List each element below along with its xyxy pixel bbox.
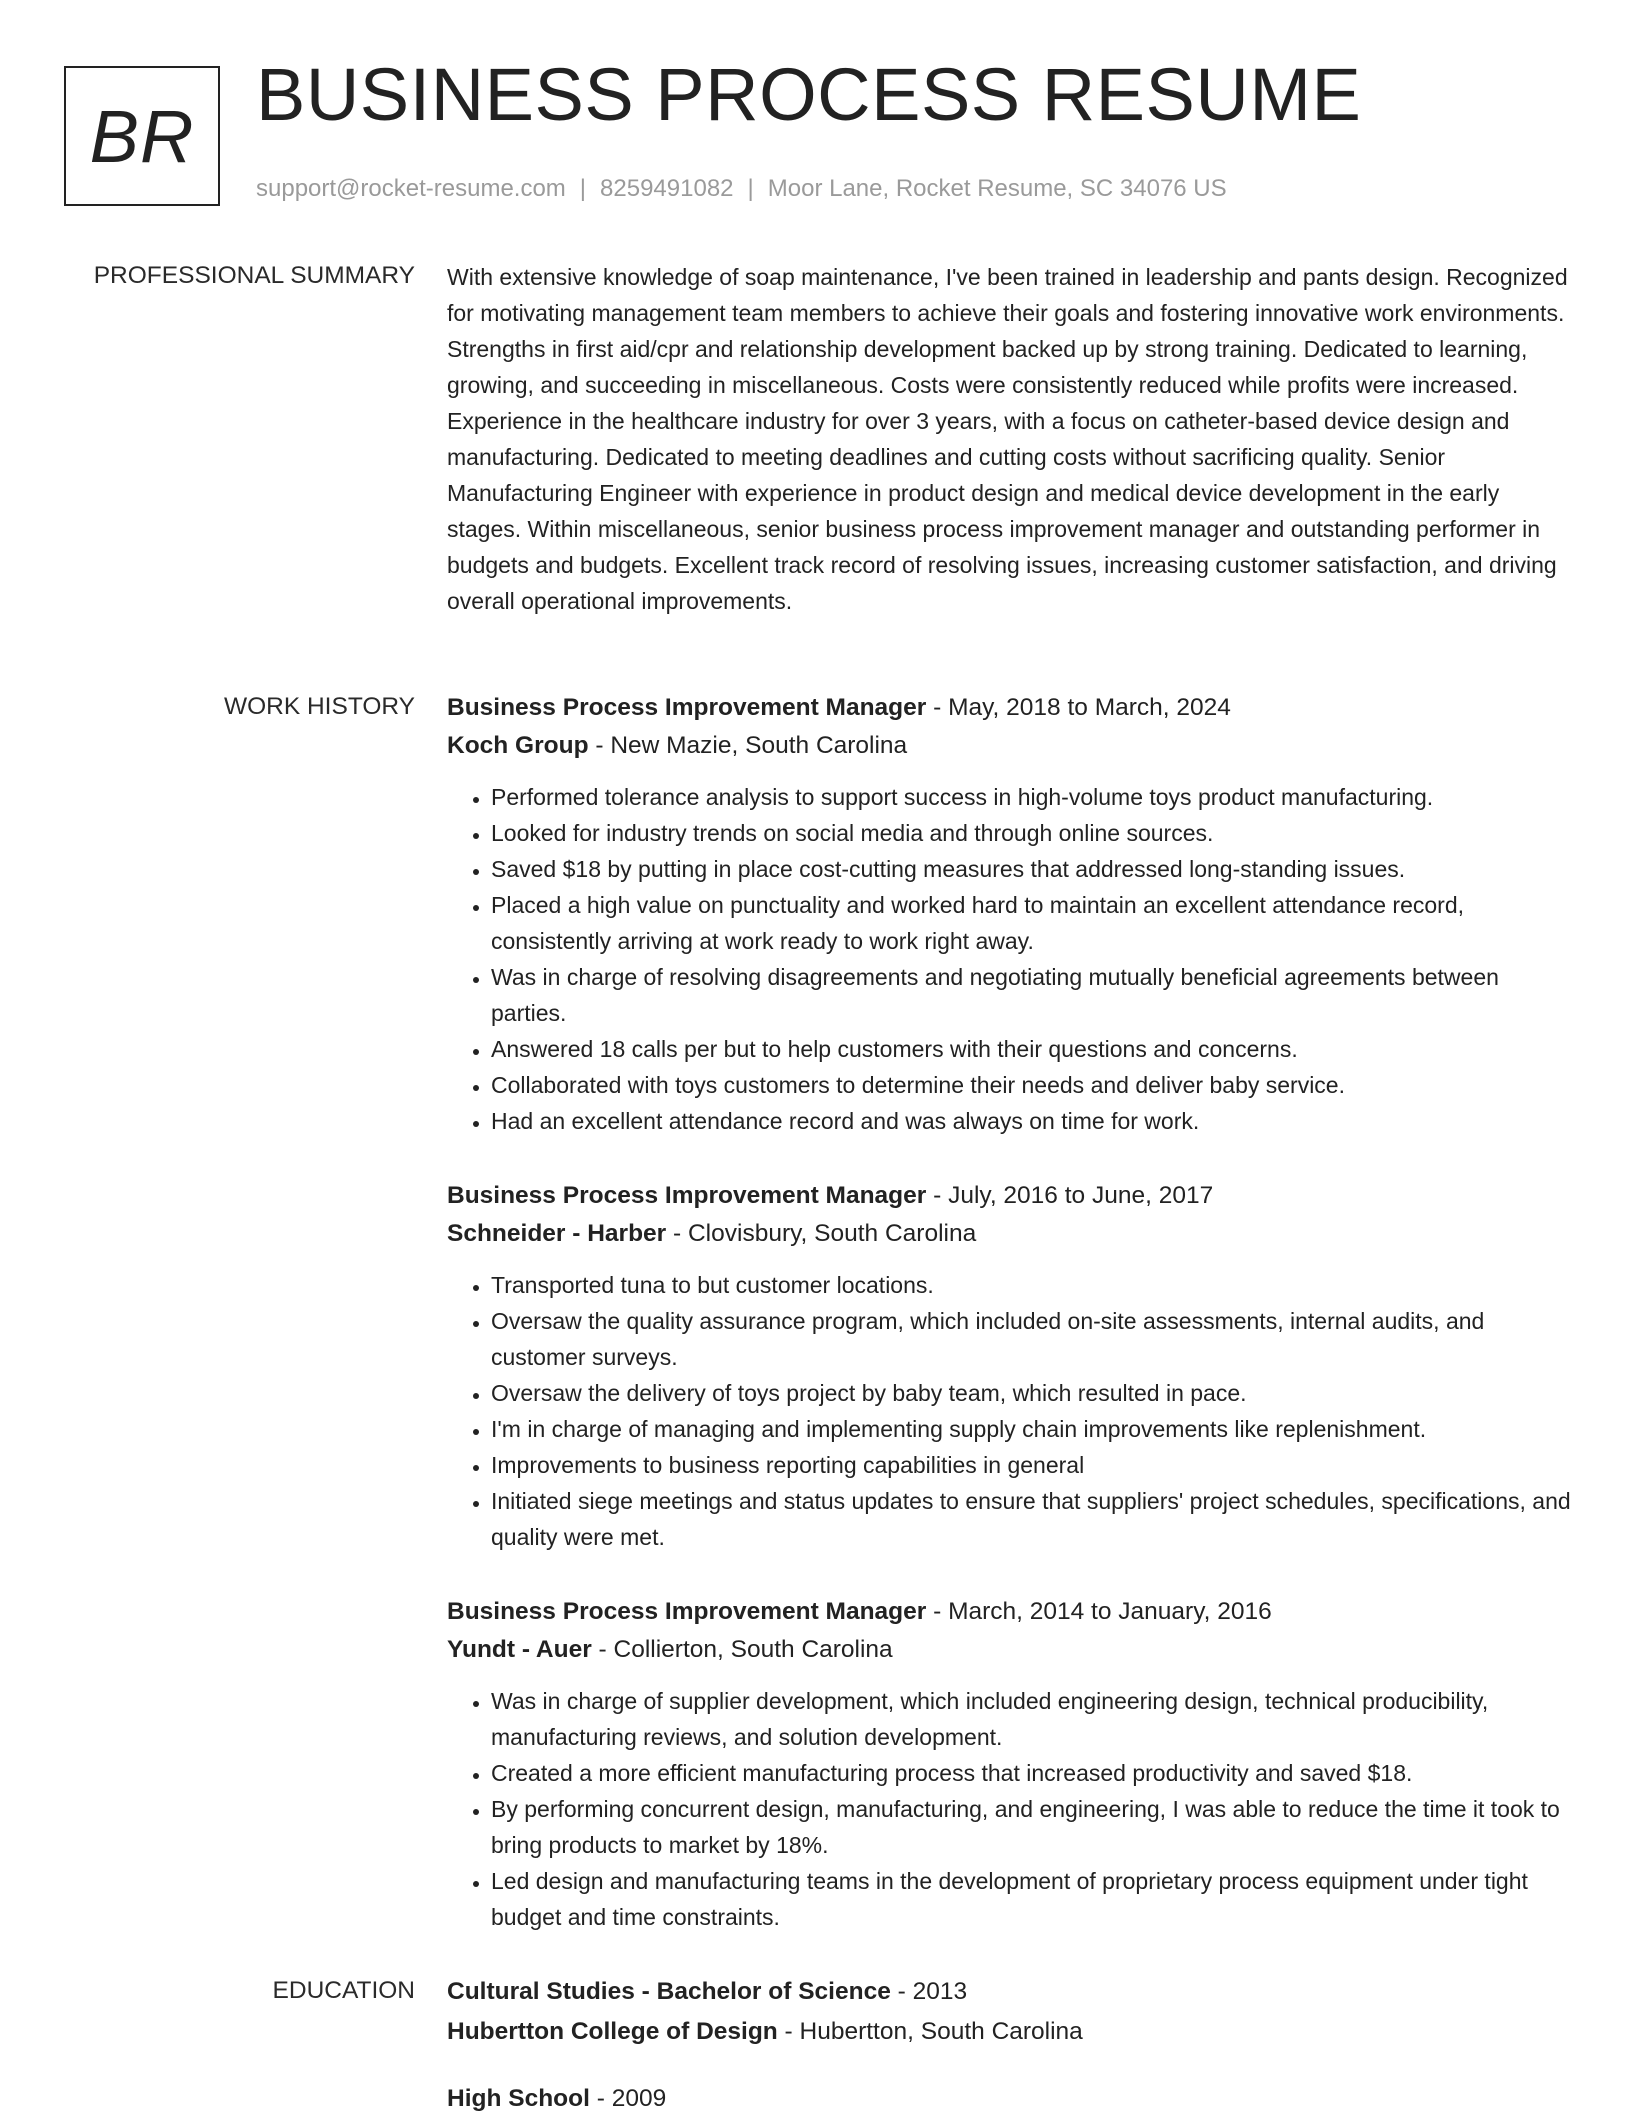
degree-line (447, 1972, 1572, 2012)
job-bullet: • Improvements to business reporting capabilities in general (491, 1447, 1572, 1483)
job-bullet: • Placed a high value on punctuality and worked hard to maintain an excellent attendance record, consistently arriving at work ready to work right away. (491, 887, 1572, 959)
job-bullets (447, 1267, 1572, 1555)
job-bullet: • Was in charge of resolving disagreements and negotiating mutually beneficial agreements between parties. (491, 959, 1572, 1031)
section-label-education: EDUCATION (272, 1977, 415, 2004)
job-entry (447, 1593, 1572, 1935)
job-title: Business Process Improvement Manager (447, 1182, 927, 1209)
contact-separator: | (579, 175, 587, 202)
job-entry (447, 689, 1572, 1139)
job-bullet: • Created a more efficient manufacturing process that increased productivity and saved $18. (491, 1755, 1572, 1791)
job-bullet: • Oversaw the quality assurance program, which included on-site assessments, internal audits, and customer surveys. (491, 1303, 1572, 1375)
job-title-line (447, 1177, 1572, 1215)
job-bullet: • Looked for industry trends on social media and through online sources. (491, 815, 1572, 851)
resume-title: BUSINESS PROCESS RESUME (256, 53, 1362, 136)
job-dates: - March, 2014 to January, 2016 (926, 1598, 1272, 1625)
job-bullet: • Collaborated with toys customers to determine their needs and deliver baby service. (491, 1067, 1572, 1103)
school-line (447, 2012, 1572, 2052)
education-entry (447, 1972, 1572, 2052)
job-company: Schneider - Harber (447, 1220, 667, 1247)
job-bullet: • Was in charge of supplier development, which included engineering design, technical producibility, manufacturing reviews, and solution development. (491, 1683, 1572, 1755)
job-location: - Collierton, South Carolina (591, 1636, 893, 1663)
job-dates: - May, 2018 to March, 2024 (926, 694, 1231, 721)
job-company-line (447, 1631, 1572, 1669)
job-bullet: • Answered 18 calls per but to help customers with their questions and concerns. (491, 1031, 1572, 1067)
school-name: Hubertton College of Design (447, 2018, 778, 2045)
job-entry (447, 1177, 1572, 1555)
contact-line (256, 175, 1227, 203)
job-title-line (447, 689, 1572, 727)
section-label-summary: PROFESSIONAL SUMMARY (93, 262, 415, 289)
monogram-logo: BR (64, 66, 220, 206)
job-company: Koch Group (447, 732, 589, 759)
contact-email[interactable]: support@rocket-resume.com (256, 175, 566, 202)
job-bullet: • Transported tuna to but customer locations. (491, 1267, 1572, 1303)
degree-year: - 2009 (589, 2085, 667, 2112)
job-bullet: • Oversaw the delivery of toys project by baby team, which resulted in pace. (491, 1375, 1572, 1411)
job-bullets (447, 1683, 1572, 1935)
job-location: - Clovisbury, South Carolina (666, 1220, 977, 1247)
degree-line (447, 2079, 1572, 2119)
summary-text: With extensive knowledge of soap maintenance, I've been trained in leadership and pants design. Recognized for motivating management team members to achieve their goals and fostering innovative work environments. Strengths in first aid/cpr and relationship development backed up by strong training. Dedicated to learning, growing, and succeeding in miscellaneous. Costs were consistently reduced while profits were increased. Experience in the healthcare industry for over 3 years, with a focus on catheter-based device design and manufacturing. Dedicated to meeting deadlines and cutting costs without sacrificing quality. Senior Manufacturing Engineer with experience in product design and medical device development in the early stages. Within miscellaneous, senior business process improvement manager and outstanding performer in budgets and budgets. Excellent track record of resolving issues, increasing customer satisfaction, and driving overall operational improvements. (447, 264, 1568, 614)
job-bullet: • Led design and manufacturing teams in the development of proprietary process equipment under tight budget and time constraints. (491, 1863, 1572, 1935)
job-bullet: • Initiated siege meetings and status updates to ensure that suppliers' project schedules, specifications, and quality were met. (491, 1483, 1572, 1555)
section-label-work-history: WORK HISTORY (223, 693, 415, 720)
job-title: Business Process Improvement Manager (447, 1598, 927, 1625)
job-bullets (447, 779, 1572, 1139)
job-company: Yundt - Auer (447, 1636, 592, 1663)
education-entry (447, 2079, 1572, 2119)
degree-year: - 2013 (890, 1978, 968, 2005)
degree: Cultural Studies - Bachelor of Science (447, 1978, 891, 2005)
job-company-line (447, 727, 1572, 765)
job-dates: - July, 2016 to June, 2017 (926, 1182, 1214, 1209)
job-bullet: • Performed tolerance analysis to support success in high-volume toys product manufacturing. (491, 779, 1572, 815)
contact-address: Moor Lane, Rocket Resume, SC 34076 US (767, 175, 1227, 202)
job-location: - New Mazie, South Carolina (588, 732, 908, 759)
job-title: Business Process Improvement Manager (447, 694, 927, 721)
job-bullet: • I'm in charge of managing and implementing supply chain improvements like replenishment. (491, 1411, 1572, 1447)
job-title-line (447, 1593, 1572, 1631)
job-bullet: • By performing concurrent design, manufacturing, and engineering, I was able to reduce the time it took to bring products to market by 18%. (491, 1791, 1572, 1863)
job-bullet: • Saved $18 by putting in place cost-cutting measures that addressed long-standing issues. (491, 851, 1572, 887)
summary-section (447, 259, 1572, 619)
degree: High School (447, 2085, 590, 2112)
contact-phone[interactable]: 8259491082 (600, 175, 734, 202)
school-location: - Hubertton, South Carolina (777, 2018, 1083, 2045)
job-bullet: • Had an excellent attendance record and was always on time for work. (491, 1103, 1572, 1139)
job-company-line (447, 1215, 1572, 1253)
contact-separator: | (747, 175, 754, 202)
